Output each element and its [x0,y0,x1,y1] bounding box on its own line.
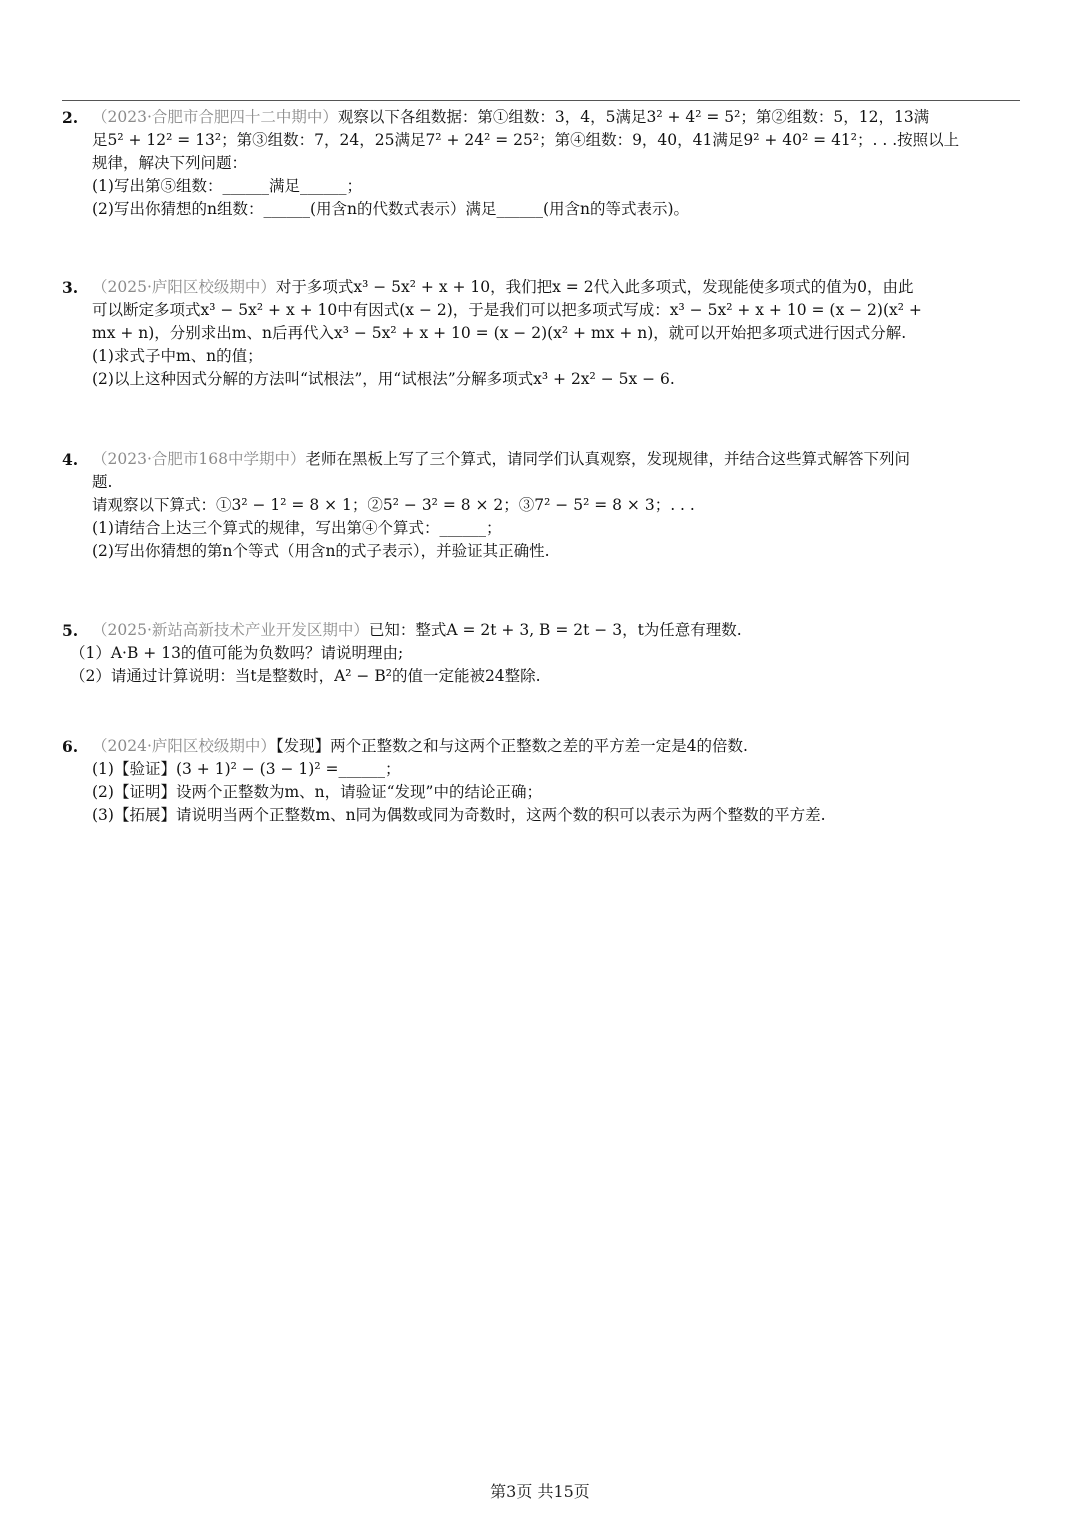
problem-source: （2023·合肥市合肥四十二中期中） [92,108,338,126]
sub-question: (1)写出第⑤组数：______满足______； [92,177,362,195]
sub-question: (3)【拓展】请说明当两个正整数m、n同为偶数或同为奇数时，这两个数的积可以表示为两个整数的平方差. [92,806,826,824]
header-rule [62,100,1020,101]
sub-question: (2)写出你猜想的n组数：______(用含n的代数式表示）满足______(用含n的等式表示)。 [92,200,690,218]
problem-4 [62,448,1020,563]
sub-question: (2)以上这种因式分解的方法叫“试根法”，用“试根法”分解多项式x³ + 2x² − 5x − 6. [92,370,675,388]
problem-line: 足5² + 12² = 13²；第③组数：7，24，25满足7² + 24² = 25²；第④组数：9，40，41满足9² + 40² = 41²；. . .按照以上 [92,131,960,149]
problem-line: （2023·合肥市合肥四十二中期中）观察以下各组数据：第①组数：3，4，5满足3² + 4² = 5²；第②组数：5，12，13满 [92,108,930,126]
problem-source: （2025·新站高新技术产业开发区期中） [92,621,369,639]
sub-question: （2）请通过计算说明：当t是整数时，A² − B²的值一定能被24整除. [70,667,541,685]
problem-line: 题. [92,473,113,491]
problem-5 [62,619,1020,688]
problem-line: （2024·庐阳区校级期中）【发现】两个正整数之和与这两个正整数之差的平方差一定是4的倍数. [92,737,748,755]
problem-number: 3. [62,278,79,297]
problem-line: 规律，解决下列问题： [92,154,248,172]
problem-number: 6. [62,737,79,756]
problem-line: （2025·庐阳区校级期中）对于多项式x³ − 5x² + x + 10，我们把x = 2代入此多项式，发现能使多项式的值为0，由此 [92,278,914,296]
problem-line: 请观察以下算式：①3² − 1² = 8 × 1；②5² − 3² = 8 × 2；③7² − 5² = 8 × 3；. . . [92,496,695,514]
problem-line: 可以断定多项式x³ − 5x² + x + 10中有因式(x − 2)，于是我们可以把多项式写成：x³ − 5x² + x + 10 = (x − 2)(x² + [92,301,922,319]
problem-number: 2. [62,108,79,127]
problem-source: （2025·庐阳区校级期中） [92,278,276,296]
problem-3 [62,276,1020,391]
sub-question: (2)【证明】设两个正整数为m、n，请验证“发现”中的结论正确； [92,783,542,801]
problem-source: （2023·合肥市168中学期中） [92,450,306,468]
problem-2 [62,106,1020,221]
sub-question: (2)写出你猜想的第n个等式（用含n的式子表示），并验证其正确性. [92,542,550,560]
sub-question: (1)请结合上达三个算式的规律，写出第④个算式：______； [92,519,502,537]
sub-question: (1)求式子中m、n的值； [92,347,263,365]
page-footer: 第3页 共15页 [490,1482,590,1501]
problem-line: mx + n)，分别求出m、n后再代入x³ − 5x² + x + 10 = (x − 2)(x² + mx + n)，就可以开始把多项式进行因式分解. [92,324,907,342]
problem-number: 4. [62,450,79,469]
problem-6 [62,735,1020,827]
sub-question: （1）A·B + 13的值可能为负数吗？请说明理由; [70,644,404,662]
problem-source: （2024·庐阳区校级期中） [92,737,276,755]
problem-line: （2025·新站高新技术产业开发区期中）已知：整式A = 2t + 3, B = 2t − 3，t为任意有理数. [92,621,742,639]
problem-line: （2023·合肥市168中学期中）老师在黑板上写了三个算式，请同学们认真观察，发现规律，并结合这些算式解答下列问 [92,450,910,468]
problem-number: 5. [62,621,79,640]
sub-question: (1)【验证】(3 + 1)² − (3 − 1)² =______； [92,760,401,778]
